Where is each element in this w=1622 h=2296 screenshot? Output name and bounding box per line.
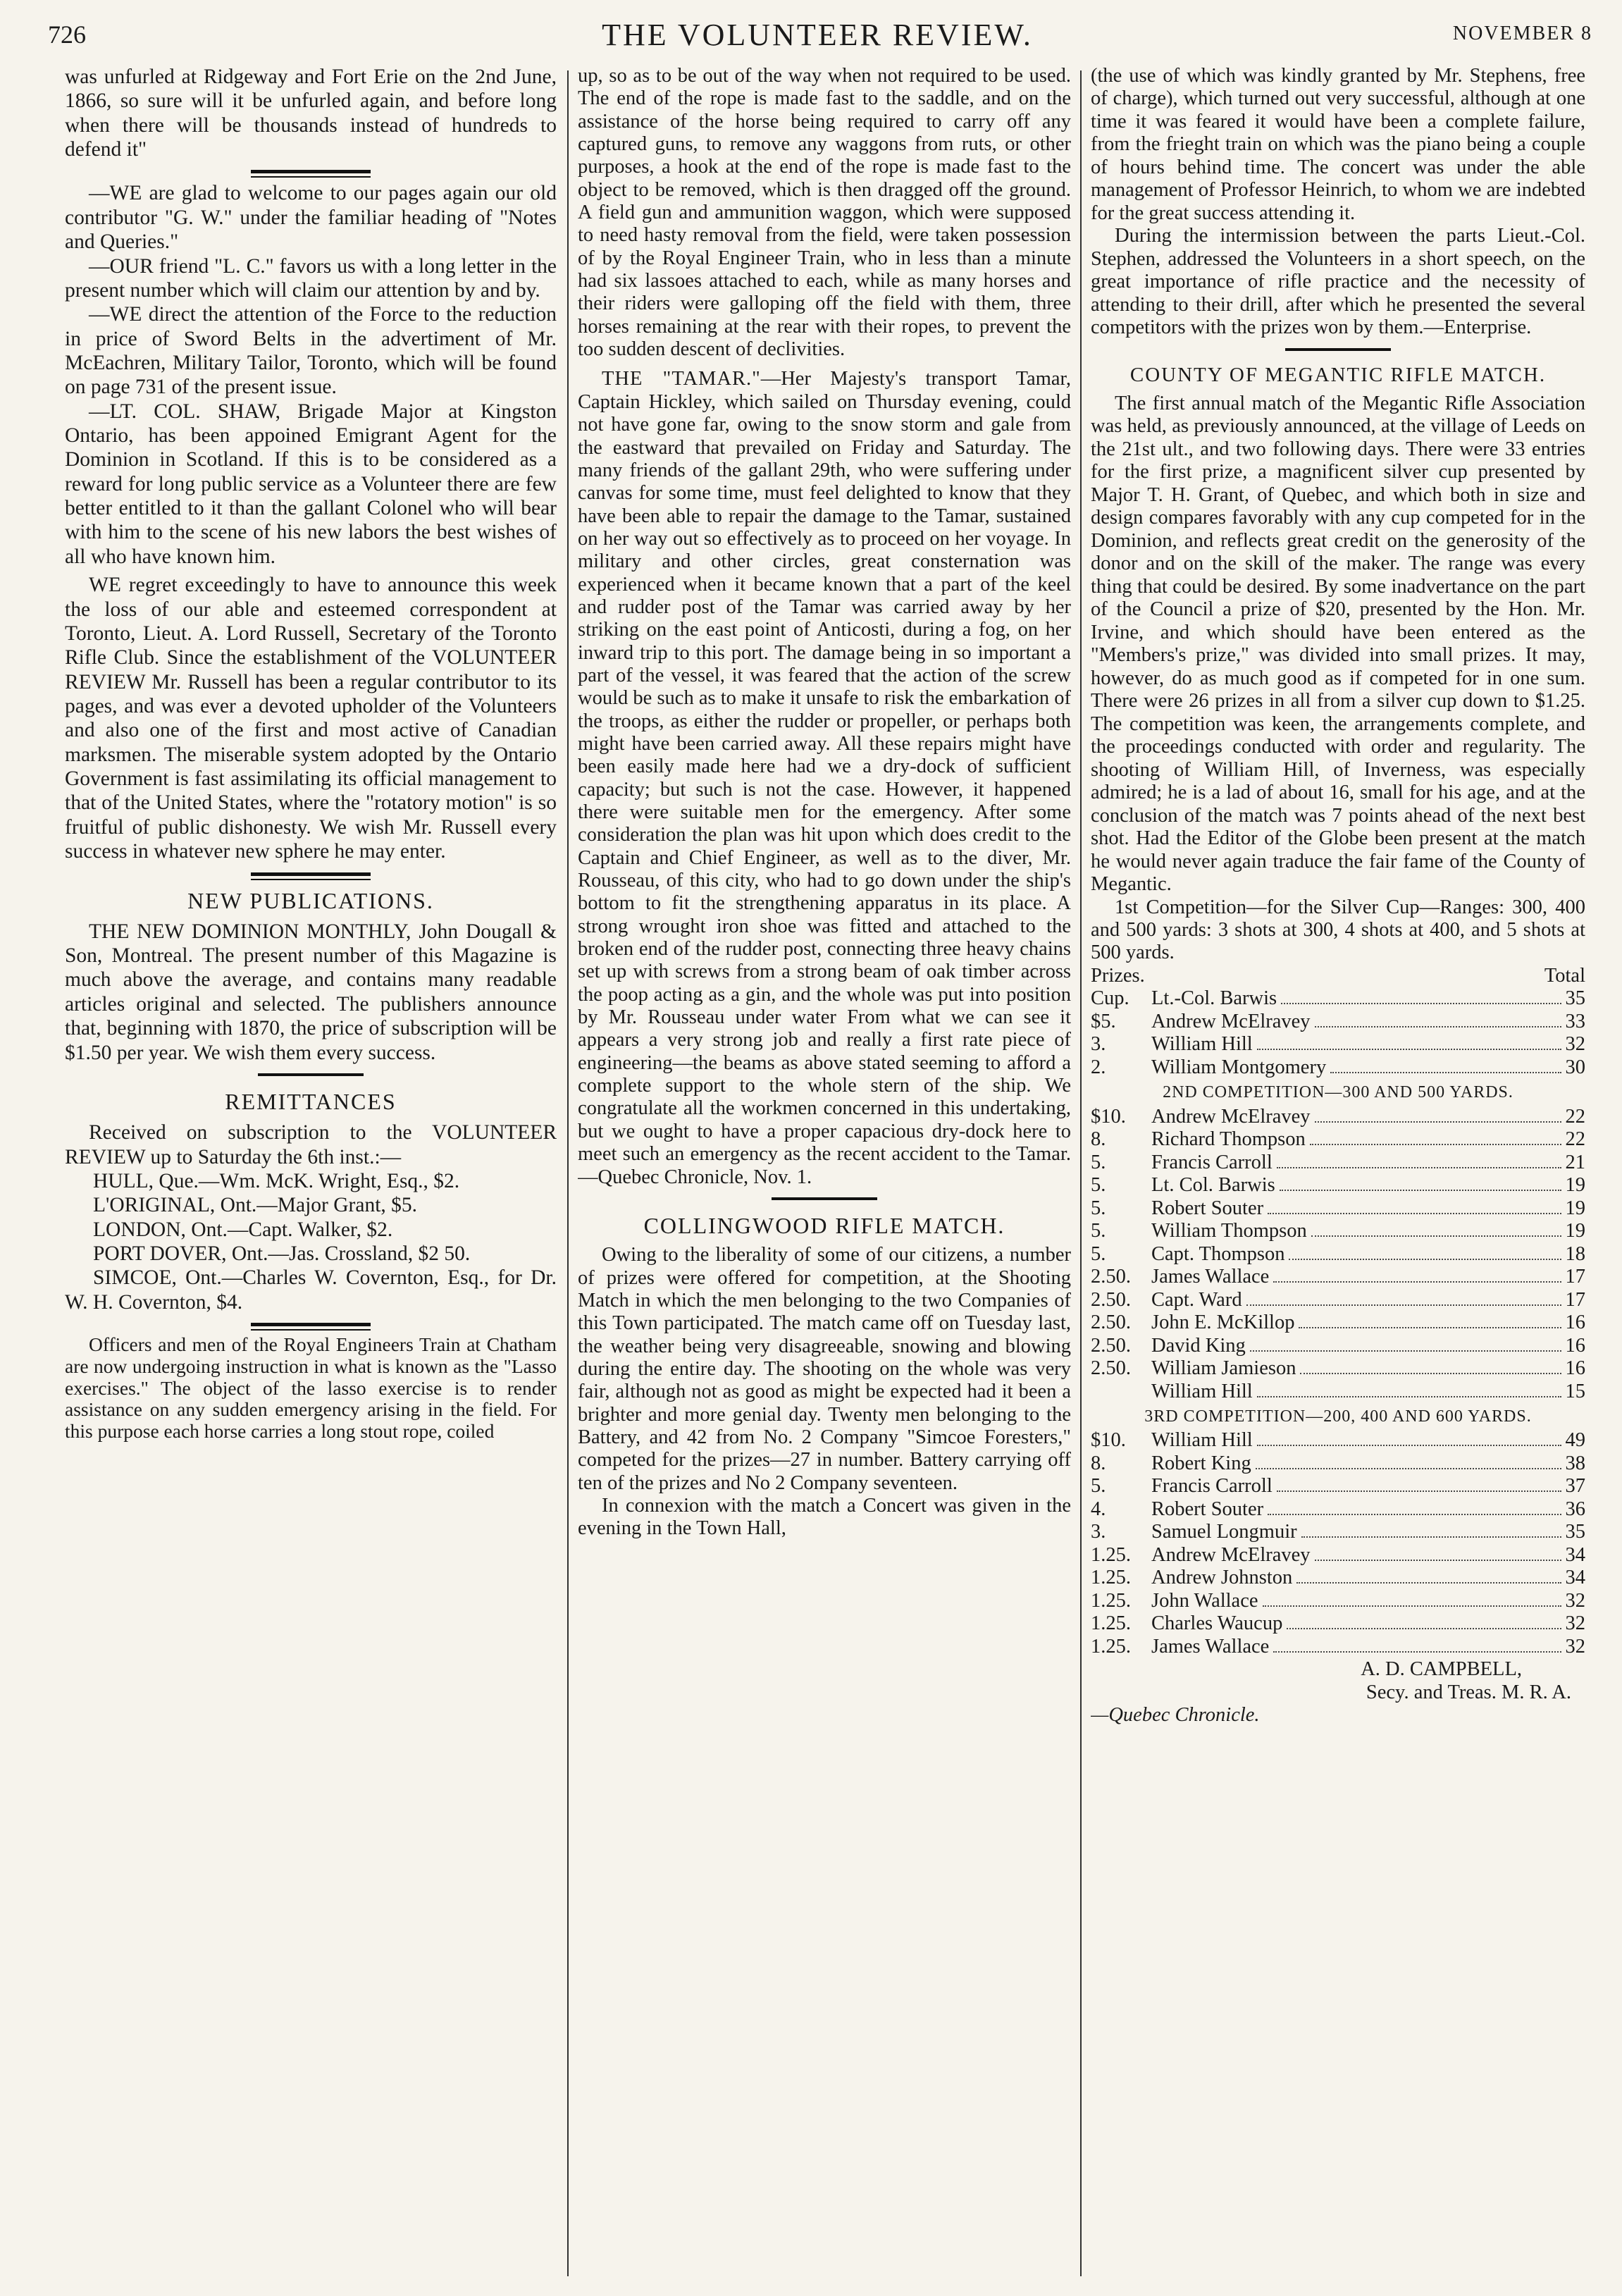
article-concert: In connexion with the match a Concert was given in the evening in the Town Hall,: [578, 1494, 1071, 1540]
competitor-score: 17: [1565, 1266, 1585, 1288]
prize-row: [1091, 1521, 1585, 1543]
heading-megantic: COUNTY OF MEGANTIC RIFLE MATCH.: [1129, 363, 1547, 386]
prize-row: [1091, 1266, 1585, 1288]
dot-leader: [1287, 1628, 1561, 1629]
prize-amount: 4.: [1091, 1498, 1106, 1520]
prize-amount: 3.: [1091, 1033, 1106, 1056]
article-monthly: THE NEW DOMINION MONTHLY, John Dougall & Son, Montreal. The present number of this Magazine is much above the average, and contains many readable articles original and selected. The publishers announce that, beginning with 1870, the price of subscription will be $1.50 per year. We wish them every success.: [65, 920, 557, 1064]
dot-leader: [1273, 1281, 1561, 1283]
competitor-name: William Jamieson: [1151, 1357, 1296, 1380]
competitor-name: Andrew McElravey: [1151, 1010, 1311, 1032]
separator-rule: [65, 1065, 557, 1085]
prize-amount: $10.: [1091, 1429, 1126, 1452]
prize-amount: 8.: [1091, 1128, 1106, 1151]
dot-leader: [1315, 1121, 1561, 1123]
competitor-score: 21: [1565, 1151, 1585, 1173]
prize-row: [1091, 1152, 1585, 1174]
article-lasso-continued: up, so as to be out of the way when not required to be used. The end of the rope is made fast to the saddle, and on the assistance of the horse being required to carry off any captured guns, to remove any waggons from ruts, or other purposes, a hook at the end of the rope is made fast to the object to be removed, which is then dragged off the ground. A field gun and ammunition waggon, which were supposed to need hasty removal from the field, were taken possession of by the Royal Engineer Train, who in less than a minute had six lassoes attached to each, while as many horses and their riders were galloping off the field with them, three horses remaining at the rear with their ropes, to prevent the too sudden descent of declivities.: [578, 65, 1071, 361]
competitor-name: Andrew McElravey: [1151, 1105, 1311, 1128]
competitor-name: Lt. Col. Barwis: [1151, 1174, 1275, 1197]
dot-leader: [1315, 1026, 1561, 1027]
prize-amount: 5.: [1091, 1151, 1106, 1173]
competitor-name: Capt. Ward: [1151, 1288, 1242, 1311]
dot-leader: [1246, 1304, 1561, 1306]
competitor-name: Lt.-Col. Barwis: [1151, 987, 1277, 1010]
article-ridgeway: was unfurled at Ridgeway and Fort Erie on the 2nd June, 1866, so sure will it be unfurled again, and before long when there will be thousands instead of hundreds to defend it": [65, 66, 557, 161]
competitor-score: 35: [1565, 1521, 1585, 1543]
prize-row: [1091, 1498, 1585, 1521]
competitor-score: 22: [1565, 1105, 1585, 1128]
prize-amount: Cup.: [1091, 987, 1129, 1010]
article-source: [1091, 1704, 1585, 1727]
prize-row: [1091, 1174, 1585, 1197]
competitor-name: John Wallace: [1151, 1589, 1258, 1612]
prize-amount: 1.25.: [1091, 1567, 1131, 1589]
article-lc: —OUR friend "L. C." favors us with a long letter in the present number which will claim our attention by and by.: [65, 254, 557, 302]
competitor-name: Robert King: [1151, 1452, 1251, 1474]
prize-amount: $10.: [1091, 1105, 1126, 1128]
column-1: [65, 65, 557, 2278]
prize-row: [1091, 1381, 1585, 1403]
competitor-name: Andrew Johnston: [1151, 1567, 1293, 1589]
separator-rule: [1091, 340, 1585, 359]
heading-new-publications: NEW PUBLICATIONS.: [187, 887, 434, 913]
competitor-name: Francis Carroll: [1151, 1475, 1273, 1498]
dot-leader: [1273, 1651, 1561, 1653]
article-concert-continued: (the use of which was kindly granted by Mr. Stephens, free of charge), which turned out very successful, although at one time it was feared it would have been a complete failure, from the frieght train on which was the piano being a couple of hours behind time. The concert was under the able management of Professor Heinrich, to whom we are indebted for the great success attending it.: [1091, 65, 1585, 224]
prize-row: [1091, 1335, 1585, 1357]
signature-name: A. D. CAMPBELL,: [1361, 1658, 1522, 1681]
prize-amount: 2.50.: [1091, 1334, 1131, 1357]
dot-leader: [1296, 1582, 1561, 1584]
prize-row: [1091, 1056, 1585, 1079]
competitor-name: Francis Carroll: [1151, 1151, 1273, 1173]
competitor-name: Robert Souter: [1151, 1197, 1264, 1219]
article-tamar: [578, 368, 1071, 1188]
prize-amount: 2.50.: [1091, 1288, 1131, 1311]
page-number: 726: [48, 20, 86, 49]
dot-leader: [1299, 1327, 1561, 1328]
prize-row: [1091, 1033, 1585, 1056]
competitor-name: Samuel Longmuir: [1151, 1521, 1297, 1543]
competitor-score: 19: [1565, 1220, 1585, 1242]
competition-1-list: [1091, 987, 1585, 1079]
competitor-name: Charles Waucup: [1151, 1612, 1283, 1635]
prize-amount: 2.50.: [1091, 1266, 1131, 1288]
column-divider: [1080, 70, 1082, 2276]
dot-leader: [1257, 1445, 1561, 1446]
competitor-score: 32: [1565, 1635, 1585, 1658]
article-shaw: —LT. COL. SHAW, Brigade Major at Kingston Ontario, has been appoined Emigrant Agent for the Dominion in Scotland. If this is to be considered as a reward for long public service as a Volunteer there are few better entitled to it than the gallant Colonel who will bear with him to the scene of his new labors the best wishes of all who have known him.: [65, 400, 557, 568]
dot-leader: [1311, 1235, 1561, 1237]
competitor-score: 34: [1565, 1567, 1585, 1589]
page-header: [42, 16, 1592, 65]
prize-row: [1091, 1357, 1585, 1380]
prize-row: [1091, 987, 1585, 1010]
total-label: Total: [1544, 964, 1585, 987]
competitor-score: 38: [1565, 1452, 1585, 1474]
competition-3-heading: 3RD COMPETITION—200, 400 AND 600 YARDS.: [1144, 1407, 1532, 1426]
competitor-name: James Wallace: [1151, 1635, 1270, 1658]
prize-row: [1091, 1011, 1585, 1033]
remittance-item: PORT DOVER, Ont.—Jas. Crossland, $2 50.: [93, 1242, 471, 1265]
competitor-score: 30: [1565, 1056, 1585, 1078]
remittances-intro: Received on subscription to the VOLUNTEER REVIEW up to Saturday the 6th inst.:—: [65, 1121, 557, 1168]
competitor-score: 49: [1565, 1429, 1585, 1452]
dot-leader: [1268, 1514, 1561, 1515]
dot-leader: [1277, 1167, 1561, 1168]
competitor-score: 36: [1565, 1498, 1585, 1520]
remittance-item: LONDON, Ont.—Capt. Walker, $2.: [93, 1218, 393, 1241]
source-citation: —Quebec Chronicle.: [1091, 1704, 1260, 1727]
prize-amount: 1.25.: [1091, 1543, 1131, 1566]
prize-row: [1091, 1567, 1585, 1589]
tamar-lead: THE "TAMAR.": [602, 368, 761, 390]
article-russell: WE regret exceedingly to have to announce this week the loss of our able and esteemed correspondent at Toronto, Lieut. A. Lord Russell, Secretary of the Toronto Rifle Club. Since the establishment of the VOLUNTEER REVIEW Mr. Russell has been a regular contributor to its pages, and was ever a devoted upholder of the Volunteers and also one of the first and most active of Canadian marksmen. The miserable system adopted by the Ontario Government is fast assimilating its official management to that of the United States, where the "rotatory motion" is so fruitful of public dishonesty. We wish Mr. Russell every success in whatever new sphere he may enter.: [65, 574, 557, 863]
dot-leader: [1301, 1536, 1561, 1538]
competitor-name: Robert Souter: [1151, 1498, 1264, 1520]
prize-amount: 3.: [1091, 1521, 1106, 1543]
prize-amount: 5.: [1091, 1220, 1106, 1242]
remittance-item: L'ORIGINAL, Ont.—Major Grant, $5.: [93, 1194, 418, 1217]
prize-row: [1091, 1544, 1585, 1567]
prize-row: [1091, 1590, 1585, 1612]
heading-collingwood: COLLINGWOOD RIFLE MATCH.: [643, 1212, 1005, 1238]
competitor-name: William Hill: [1151, 1380, 1253, 1402]
dot-leader: [1268, 1213, 1561, 1214]
competitor-score: 32: [1565, 1033, 1585, 1056]
competitor-name: William Thompson: [1151, 1220, 1307, 1242]
dot-leader: [1300, 1373, 1561, 1374]
competitor-score: 18: [1565, 1242, 1585, 1265]
dot-leader: [1257, 1049, 1561, 1050]
prize-amount: 5.: [1091, 1475, 1106, 1498]
article-megantic: The first annual match of the Megantic Rifle Association was held, as previously announced, at the village of Leeds on the 21st ult., and two following days. There were 33 entries for the first prize, a magnificent silver cup presented by Major T. H. Grant, of Quebec, and which both in size and design compares favorably with any cup competed for in the Dominion, and reflects great credit on the generosity of the donor and on the skill of the maker. The range was every thing that could be desired. By some inadvertance on the part of the Council a prize of $20, presented by the Hon. Mr. Irvine, and which should have been entered as the "Members's prize," was divided into small prizes. It may, however, do as much good as if competed for in one sum. There were 26 prizes in all from a silver cup down to $1.25. The competition was keen, the arrangements complete, and the proceedings conducted with order and regularity. The shooting of William Hill, of Inverness, was especially admired; he is a lad of about 16, small for his age, and at the conclusion of the match was 7 points ahead of the next best shot. Had the Editor of the Globe been present at the match he would never again traduce the fair fame of the County of Megantic.: [1091, 392, 1585, 896]
prize-row: [1091, 1429, 1585, 1452]
prize-row: [1091, 1289, 1585, 1311]
competitor-score: 34: [1565, 1543, 1585, 1566]
prize-row: [1091, 1220, 1585, 1242]
column-divider: [567, 70, 569, 2276]
dot-leader: [1257, 1396, 1561, 1397]
competition-3-list: [1091, 1429, 1585, 1658]
competitor-name: Richard Thompson: [1151, 1128, 1306, 1151]
heading-remittances: REMITTANCES: [225, 1088, 397, 1114]
prize-amount: 1.25.: [1091, 1635, 1131, 1658]
competitor-name: William Montgomery: [1151, 1056, 1327, 1078]
prizes-label: Prizes.: [1091, 964, 1145, 987]
separator-rule: [578, 1189, 1071, 1209]
competitor-score: 32: [1565, 1612, 1585, 1635]
prize-row: [1091, 1452, 1585, 1475]
article-lasso: Officers and men of the Royal Engineers Train at Chatham are now undergoing instruction in what is known as the "Lasso exercises." The object of the lasso exercise is to render assistance on any sudden emergency arising in the field. For this purpose each horse carries a long stout rope, coiled: [65, 1333, 557, 1443]
signature-title: Secy. and Treas. M. R. A.: [1366, 1681, 1571, 1703]
competitor-name: James Wallace: [1151, 1266, 1270, 1288]
prize-table-header: [1091, 965, 1585, 987]
column-2: [578, 65, 1071, 2278]
separator-rule: [65, 161, 557, 181]
competitor-score: 33: [1565, 1010, 1585, 1032]
prize-amount: 1.25.: [1091, 1612, 1131, 1635]
separator-rule: [65, 1314, 557, 1334]
prize-amount: 5.: [1091, 1197, 1106, 1219]
competitor-score: 17: [1565, 1288, 1585, 1311]
prize-amount: 5.: [1091, 1242, 1106, 1265]
prize-row: [1091, 1128, 1585, 1151]
article-gw: —WE are glad to welcome to our pages again our old contributor "G. W." under the familiar heading of "Notes and Queries.": [65, 182, 557, 254]
competitor-name: John E. McKillop: [1151, 1311, 1295, 1334]
competitor-score: 37: [1565, 1475, 1585, 1498]
remittance-item: SIMCOE, Ont.—Charles W. Covernton, Esq., for Dr. W. H. Covernton, $4.: [65, 1266, 557, 1314]
competition-2-list: [1091, 1106, 1585, 1403]
prize-amount: 2.50.: [1091, 1311, 1131, 1334]
dot-leader: [1289, 1259, 1561, 1260]
competitor-score: 16: [1565, 1334, 1585, 1357]
prize-amount: 1.25.: [1091, 1589, 1131, 1612]
article-intermission: During the intermission between the parts Lieut.-Col. Stephen, addressed the Volunteers in a short speech, on the great importance of rifle practice and the necessity of attending to their drill, after which he presented the several competitors with the prizes won by them.—Enterprise.: [1091, 225, 1585, 339]
article-collingwood: Owing to the liberality of some of our citizens, a number of prizes were offered for competition, at the Shooting Match in which the men belonging to the two Companies of this Town participated. The match came off on Tuesday last, the weather being very disagreeable, snowing and blowing during the entire day. The shooting on the whole was very fair, although not as good as might be expected had it been a brighter and more genial day. Twenty men belonging to the Battery, and 42 from No. 2 Company "Simcoe Foresters," competed for the prizes—27 in number. Battery carrying off ten of the prizes and No 2 Company seventeen.: [578, 1244, 1071, 1494]
competitor-score: 16: [1565, 1311, 1585, 1334]
dot-leader: [1250, 1350, 1561, 1352]
competitor-score: 22: [1565, 1128, 1585, 1151]
competitor-name: David King: [1151, 1334, 1246, 1357]
competitor-score: 19: [1565, 1197, 1585, 1219]
remittance-item: HULL, Que.—Wm. McK. Wright, Esq., $2.: [93, 1169, 460, 1192]
competitor-name: Capt. Thompson: [1151, 1242, 1285, 1265]
prize-amount: 2.50.: [1091, 1357, 1131, 1380]
dot-leader: [1310, 1144, 1561, 1145]
dot-leader: [1330, 1072, 1561, 1073]
prize-row: [1091, 1243, 1585, 1266]
competitor-score: 35: [1565, 987, 1585, 1010]
dot-leader: [1277, 1490, 1561, 1492]
prize-row: [1091, 1106, 1585, 1128]
prize-row: [1091, 1636, 1585, 1658]
prize-row: [1091, 1197, 1585, 1220]
competitor-score: 19: [1565, 1174, 1585, 1197]
tamar-body: —Her Majesty's transport Tamar, Captain Hickley, which sailed on Thursday evening, could not have gone far, owing to the snow storm and gale from the eastward that prevailed on Friday and Saturday. The many friends of the gallant 29th, who were suffering under canvas for some time, must feel delighted to know that they have been able to repair the damage to the Tamar, sustained on her way out so effectively as to proceed on her voyage. In military and other circles, great consternation was experienced when it became known that a part of the keel and rudder post of the Tamar was carried away by her striking on the east point of Anticosti, during a fog, on her inward trip to this port. The damage being in so important a part of the vessel, it was feared that the action of the screw would be such as to make it unsafe to risk the embarkation of the troops, as either the rudder or propeller, or perhaps both might have been carried away. All these repairs might have been easily made here had we a dry-dock of sufficient capacity; but such is not the case. However, it happened there were suitable men for the emergency. After some consideration the plan was hit upon which does credit to the Captain and Chief Engineer, as well as to the diver, Mr. Rousseau, of this city, who had to go down under the ship's bottom to fit the strengthening apparatus in its place. A strong wrought iron shoe was fitted and attached to the broken end of the rudder post, connecting three heavy chains set up with screws from a strong beam of oak timber across the poop acting as a gin, and the whole was put into position by Mr. Rousseau under water From what we can see it appears a very strong job and really a first rate piece of engineering—the beams as above stated seeming to afford a complete support to the whole stern of the ship. We congratulate all the workmen concerned in this undertaking, but we ought to have a proper capacious dry-dock here to meet such an emergency as the recent accident to the Tamar.—Quebec Chronicle, Nov. 1.: [578, 368, 1071, 1188]
prize-row: [1091, 1612, 1585, 1635]
competitor-name: William Hill: [1151, 1429, 1253, 1452]
dot-leader: [1280, 1190, 1561, 1191]
competitor-name: William Hill: [1151, 1033, 1253, 1056]
dot-leader: [1256, 1468, 1561, 1469]
prize-amount: 8.: [1091, 1452, 1106, 1474]
prize-row: [1091, 1475, 1585, 1498]
competition-2-heading: 2ND COMPETITION—300 AND 500 YARDS.: [1163, 1083, 1513, 1102]
prize-amount: 5.: [1091, 1174, 1106, 1197]
prize-row: [1091, 1311, 1585, 1334]
dot-leader: [1281, 1003, 1561, 1004]
prize-amount: 2.: [1091, 1056, 1106, 1078]
competitor-score: 32: [1565, 1589, 1585, 1612]
competitor-score: 15: [1565, 1380, 1585, 1402]
dot-leader: [1315, 1560, 1561, 1561]
newspaper-title: THE VOLUNTEER REVIEW.: [602, 18, 1033, 52]
article-sword-belts: —WE direct the attention of the Force to the reduction in price of Sword Belts in the advertiment of Mr. McEachren, Military Tailor, Toronto, which will be found on page 731 of the present issue.: [65, 303, 557, 399]
competitor-score: 16: [1565, 1357, 1585, 1380]
issue-date: NOVEMBER 8: [1452, 23, 1592, 44]
prize-amount: $5.: [1091, 1010, 1116, 1032]
separator-rule: [65, 864, 557, 884]
first-competition: 1st Competition—for the Silver Cup—Ranges: 300, 400 and 500 yards: 3 shots at 300, 4 shots at 400, and 5 shots at 500 yards.: [1091, 896, 1585, 964]
column-3: [1091, 65, 1585, 2278]
competitor-name: Andrew McElravey: [1151, 1543, 1311, 1566]
dot-leader: [1263, 1605, 1561, 1607]
